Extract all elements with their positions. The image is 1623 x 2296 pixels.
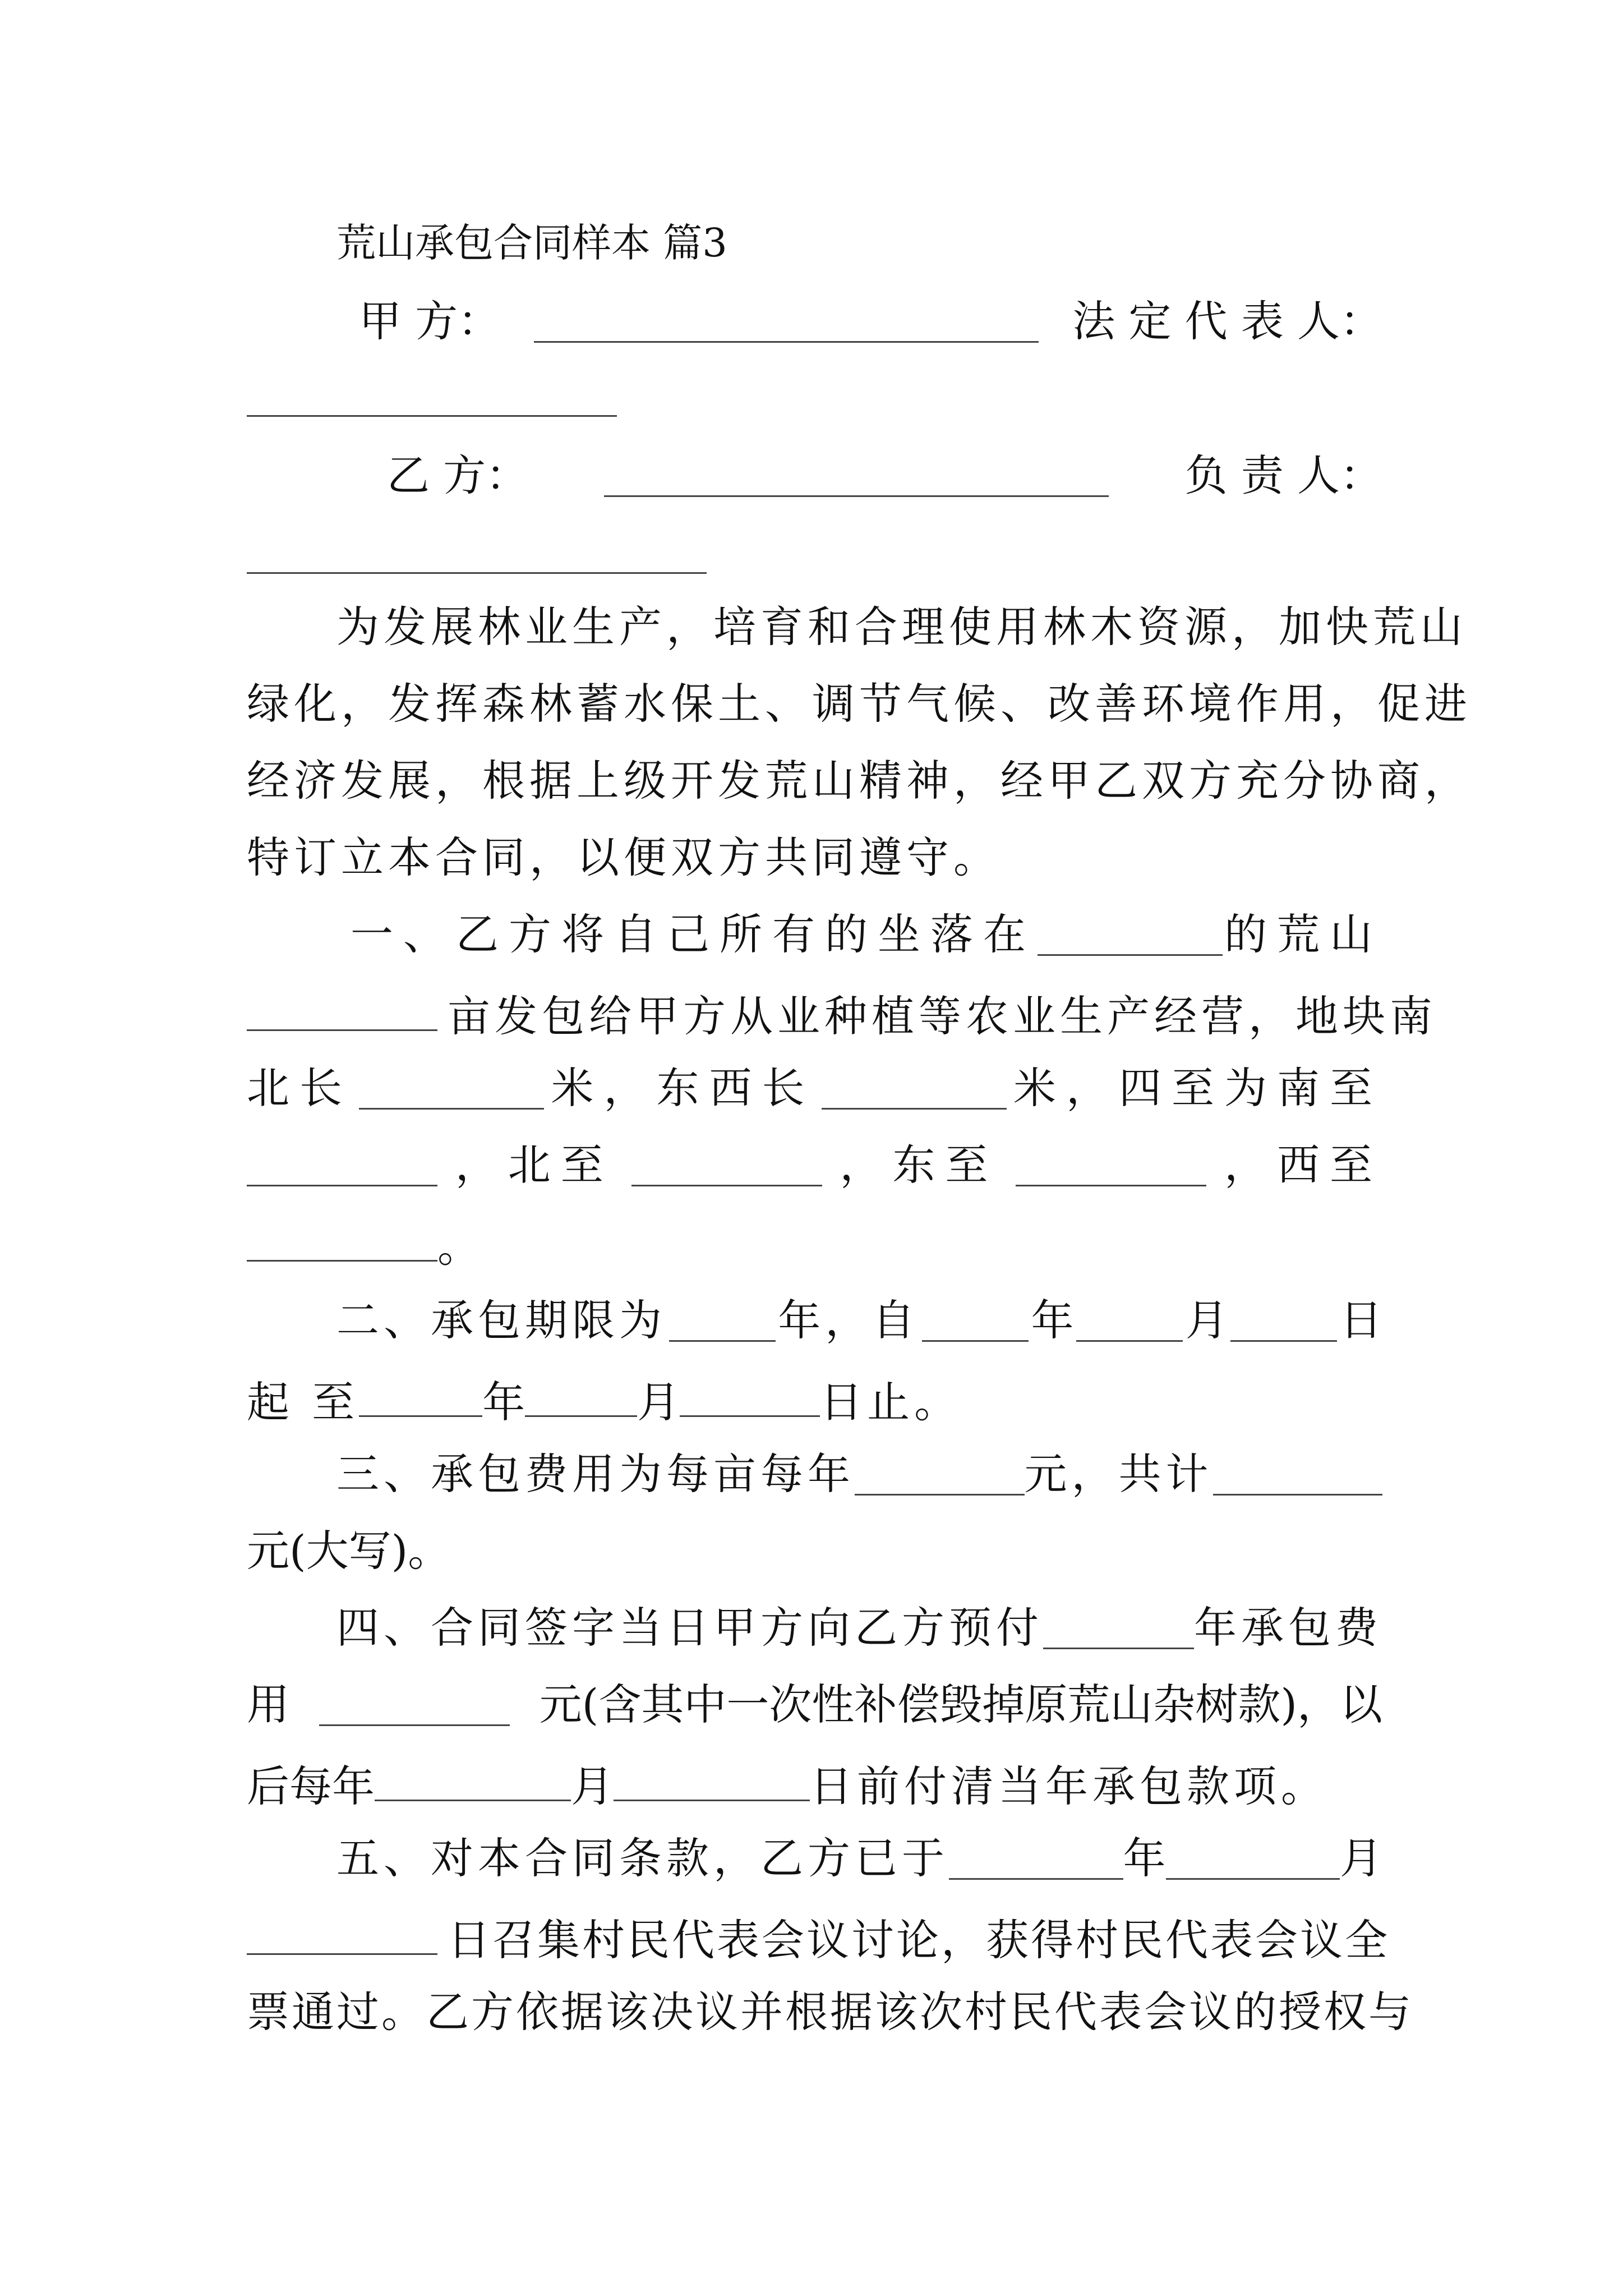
clause-2-text-d: 月: [1185, 1295, 1228, 1345]
fee-per-mu-blank: [855, 1455, 1025, 1496]
clause-5-text-b: 年: [1123, 1833, 1166, 1883]
clause-1-line-1: [351, 909, 1382, 959]
east-boundary-blank: [1016, 1145, 1206, 1186]
clause-1-text-b: 的荒山: [1224, 909, 1382, 959]
clause-2-text-g: 年: [482, 1377, 525, 1427]
clause-4-text-e: 后每年: [247, 1761, 375, 1811]
party-a-line: [359, 296, 1382, 346]
legal-rep-blank-line: [247, 370, 1382, 424]
location-blank: [1038, 915, 1223, 956]
clause-5-text-d: 日召集村民代表会议讨论，获得村民代表会议全: [448, 1915, 1390, 1965]
term-years-blank: [669, 1301, 776, 1342]
clause-5-line-1: [336, 1833, 1382, 1883]
clause-4-text-g: 日前付清当年承包款项。: [810, 1761, 1328, 1811]
clause-1-line-2: [247, 990, 1437, 1041]
clause-4-text-f: 月: [571, 1761, 614, 1811]
west-boundary-blank: [247, 1221, 437, 1262]
clause-2-line-1: [336, 1295, 1382, 1345]
party-a-label: 甲 方：: [359, 296, 501, 346]
start-day-blank: [1230, 1301, 1337, 1342]
party-b-blank: [604, 456, 1109, 497]
clause-4-text-a: 四、合同签字当日甲方向乙方预付: [336, 1603, 1043, 1653]
payment-month-blank: [375, 1760, 571, 1801]
end-day-blank: [680, 1376, 820, 1417]
clause-1-text-f: 米，四至为南至: [1013, 1063, 1382, 1113]
clause-1-text-d: 北长: [247, 1063, 352, 1113]
clause-1-text-h: ，东至: [840, 1140, 998, 1190]
intro-line-4: 特订立本合同，以便双方共同遵守。: [247, 832, 1000, 882]
clause-2-text-c: 年: [1031, 1295, 1074, 1345]
legal-rep-label: 法 定 代 表 人：: [1072, 296, 1382, 346]
clause-4-line-1: [336, 1603, 1382, 1653]
responsible-blank-line: [247, 527, 1382, 581]
clause-1-text-c: 亩发包给甲方从业种植等农业生产经营，地块南: [448, 991, 1437, 1041]
clause-3-text-c: 元(大写)。: [247, 1526, 451, 1576]
clause-2-text-a: 二、承包期限为: [336, 1295, 666, 1345]
north-boundary-blank: [631, 1145, 822, 1186]
clause-1-text-g: ，北至: [455, 1140, 614, 1190]
clause-3-text-b: 元，共计: [1024, 1449, 1213, 1499]
clause-2-text-e: 日: [1340, 1295, 1382, 1345]
clause-3-text-a: 三、承包费用为每亩每年: [336, 1449, 855, 1499]
clause-5-text-a: 五、对本合同条款，乙方已于: [336, 1833, 949, 1883]
clause-3-line-2: [247, 1526, 1382, 1576]
clause-1-text-e: 米，东西长: [551, 1063, 815, 1113]
party-b-label: 乙 方：: [387, 450, 529, 500]
intro-line-1: 为发展林业生产，培育和合理使用林木资源，加快荒山: [336, 602, 1467, 652]
meeting-month-blank: [1166, 1839, 1340, 1880]
meeting-year-blank: [949, 1839, 1123, 1880]
clause-1-text-i: ，西至: [1224, 1140, 1382, 1190]
clause-4-line-2: [247, 1680, 1382, 1729]
prepaid-amount-blank: [319, 1685, 510, 1726]
clause-4-line-3: [247, 1760, 1382, 1811]
clause-4-text-b: 年承包费: [1194, 1603, 1382, 1653]
clause-1-line-5: [247, 1221, 1382, 1272]
clause-2-text-i: 日止。: [820, 1377, 962, 1427]
party-b-line: [387, 450, 1382, 500]
south-boundary-blank: [247, 1145, 437, 1186]
intro-line-3: 经济发展，根据上级开发荒山精神，经甲乙双方充分协商，: [247, 756, 1472, 806]
clause-5-text-c: 月: [1340, 1833, 1382, 1883]
clause-4-text-d: 元(含其中一次性补偿毁掉原荒山杂树款)，以: [539, 1680, 1382, 1729]
ew-length-blank: [822, 1069, 1007, 1110]
document-title: 荒山承包合同样本 篇3: [336, 220, 727, 266]
clause-3-line-1: [336, 1449, 1382, 1499]
ns-length-blank: [359, 1069, 544, 1110]
clause-5-line-2: [247, 1914, 1390, 1965]
start-year-blank: [922, 1301, 1029, 1342]
party-a-blank: [534, 302, 1039, 343]
payment-day-blank: [614, 1760, 810, 1801]
clause-2-line-2: [247, 1376, 1382, 1427]
clause-1-line-4: [247, 1140, 1382, 1190]
clause-5-line-3: [247, 1987, 1413, 2037]
clause-1-line-3: [247, 1063, 1382, 1113]
meeting-day-blank: [247, 1914, 437, 1955]
fee-total-blank: [1213, 1455, 1383, 1496]
intro-line-2: 绿化，发挥森林蓄水保土、调节气候、改善环境作用，促进: [247, 679, 1472, 729]
prepaid-years-blank: [1043, 1608, 1194, 1649]
clause-2-text-h: 月: [637, 1377, 680, 1427]
legal-rep-blank: [247, 370, 617, 417]
end-year-blank: [359, 1376, 482, 1417]
responsible-label: 负 责 人：: [1184, 450, 1382, 500]
clause-1-text-j: 。: [437, 1222, 480, 1272]
area-blank: [247, 990, 437, 1031]
start-month-blank: [1076, 1301, 1183, 1342]
end-month-blank: [525, 1376, 637, 1417]
responsible-blank: [247, 527, 707, 574]
clause-1-text-a: 一、乙方将自己所有的坐落在: [351, 909, 1036, 959]
clause-4-text-c: 用: [247, 1680, 289, 1729]
clause-2-text-b: 年，自: [778, 1295, 920, 1345]
clause-5-text-e: 票通过。乙方依据该决议并根据该次村民代表会议的授权与: [247, 1987, 1413, 2037]
clause-2-text-f: 起 至: [247, 1377, 359, 1427]
